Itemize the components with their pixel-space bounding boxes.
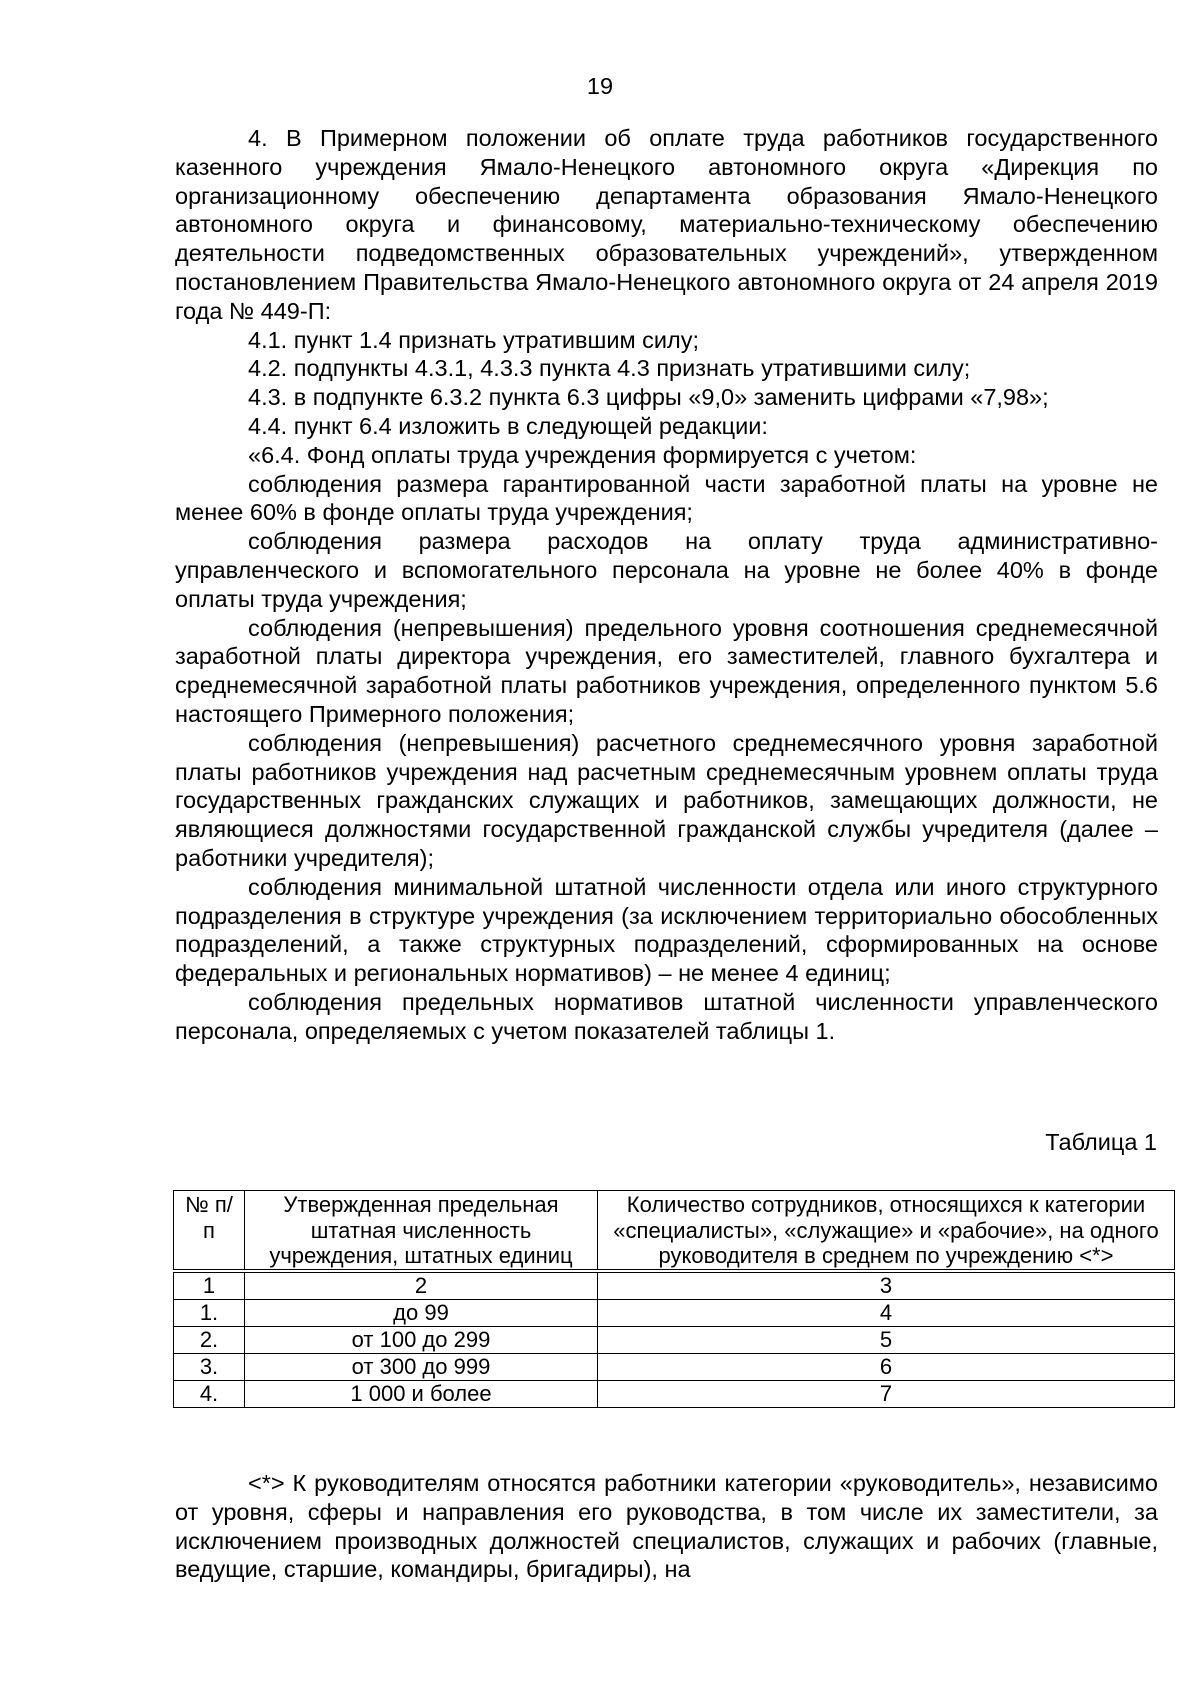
table-cell: 4 <box>598 1299 1175 1326</box>
table-cell: 7 <box>598 1380 1175 1407</box>
body-text <box>175 124 1158 1046</box>
table-cell: 3. <box>174 1353 245 1380</box>
table-cell: 4. <box>174 1380 245 1407</box>
table-cell: 1 000 и более <box>245 1380 598 1407</box>
table-row <box>174 1353 1175 1380</box>
staffing-table <box>173 1190 1175 1408</box>
column-number-row <box>174 1272 1175 1299</box>
paragraph: соблюдения предельных нормативов штатной численности управленческого персонала, определяемых с учетом показателей таблицы 1. <box>175 988 1158 1044</box>
paragraph: соблюдения размера гарантированной части заработной платы на уровне не менее 60% в фонде оплаты труда учреждения; <box>175 470 1158 526</box>
table-header-row <box>174 1191 1175 1270</box>
table-cell: 3 <box>598 1272 1175 1299</box>
paragraph: 4. В Примерном положении об оплате труда работников государственного казенного учреждения Ямало-Ненецкого автономного округа «Дирекция по организационному обеспечению департамента образования Ямало-Ненецкого автономного округа и финансовому, материально-техническому обеспечению деятельности подведомственных образовательных учреждений», утвержденном постановлением Правительства Ямало-Ненецкого автономного округа от 24 апреля 2019 года № 449-П: <box>175 125 1158 324</box>
paragraph: соблюдения (непревышения) расчетного среднемесячного уровня заработной платы работников учреждения над расчетным среднемесячным уровнем оплаты труда государственных гражданских служащих и работников, замещающих должности, не являющиеся должностями государственной гражданской службы учредителя (далее – работники учредителя); <box>175 729 1158 871</box>
paragraph: 4.1. пункт 1.4 признать утратившим силу; <box>248 326 700 353</box>
header-cell-staff-limit: Утвержденная предельная штатная численность учреждения, штатных единиц <box>245 1191 598 1270</box>
table-cell: 6 <box>598 1353 1175 1380</box>
table-cell: 5 <box>598 1326 1175 1353</box>
table-cell: 2 <box>245 1272 598 1299</box>
header-cell-employees-per-manager: Количество сотрудников, относящихся к категории «специалисты», «служащие» и «рабочие», на одного руководителя в среднем по учреждению <*> <box>598 1191 1175 1270</box>
table-row <box>174 1380 1175 1407</box>
table-cell: от 300 до 999 <box>245 1353 598 1380</box>
table-row <box>174 1326 1175 1353</box>
paragraph: соблюдения минимальной штатной численности отдела или иного структурного подразделения в структуре учреждения (за исключением территориально обособленных подразделений, а также структурных подразделений, сформированных на основе федеральных и региональных нормативов) – не менее 4 единиц; <box>175 873 1158 987</box>
paragraph: 4.3. в подпункте 6.3.2 пункта 6.3 цифры «9,0» заменить цифрами «7,98»; <box>248 384 1049 411</box>
table-cell: 1. <box>174 1299 245 1326</box>
table-cell: от 100 до 299 <box>245 1326 598 1353</box>
table-caption: Таблица 1 <box>1045 1129 1157 1155</box>
paragraph: соблюдения размера расходов на оплату труда административно-управленческого и вспомогательного персонала на уровне не более 40% в фонде оплаты труда учреждения; <box>175 528 1158 612</box>
table-row <box>174 1299 1175 1326</box>
table-cell: до 99 <box>245 1299 598 1326</box>
table-cell: 1 <box>174 1272 245 1299</box>
paragraph: соблюдения (непревышения) предельного уровня соотношения среднемесячной заработной платы директора учреждения, его заместителей, главного бухгалтера и среднемесячной заработной платы работников учреждения, определенного пунктом 5.6 настоящего Примерного положения; <box>175 614 1158 727</box>
table-footnote: <*> К руководителям относятся работники категории «руководитель», независимо от уровня, сферы и направления его руководства, в том числе их заместители, за исключением производных должностей специалистов, служащих и рабочих (главные, ведущие, старшие, командиры, бригадиры), на <box>175 1470 1158 1583</box>
table-cell: 2. <box>174 1326 245 1353</box>
paragraph: 4.4. пункт 6.4 изложить в следующей редакции: <box>248 412 768 439</box>
paragraph: «6.4. Фонд оплаты труда учреждения формируется с учетом: <box>248 441 917 468</box>
header-cell-number: № п/п <box>174 1191 245 1270</box>
page-number: 19 <box>586 73 614 99</box>
paragraph: 4.2. подпункты 4.3.1, 4.3.3 пункта 4.3 признать утратившими силу; <box>248 355 971 382</box>
